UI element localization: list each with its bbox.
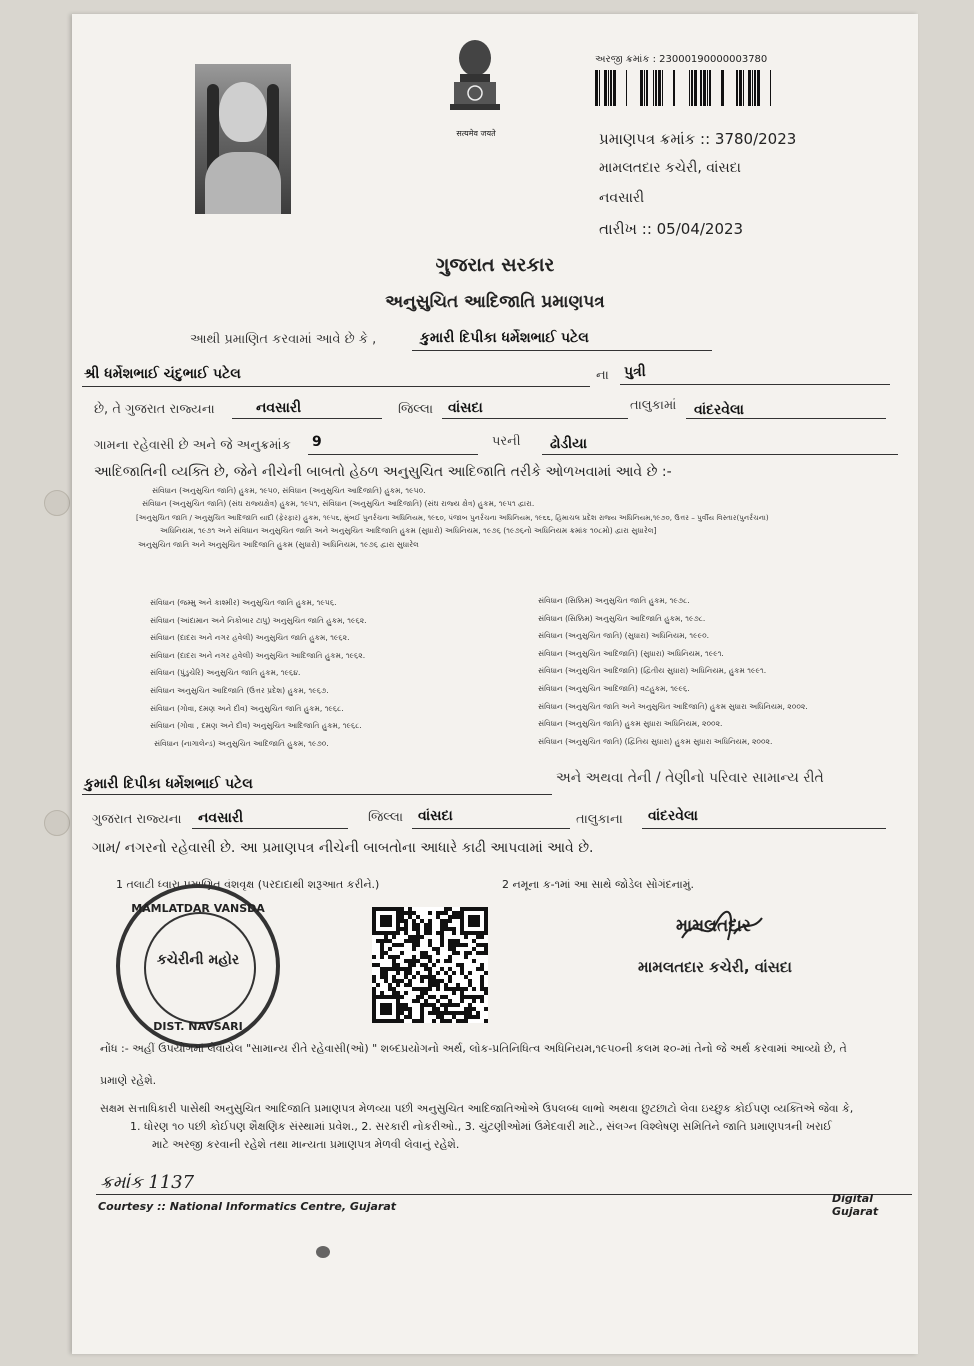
holder-name: કુમારી દિપીકા ધર્મેશભાઈ પટેલ: [420, 330, 589, 346]
footer-courtesy: Courtesy :: National Informatics Centre, Gujarat: [98, 1200, 397, 1213]
office-seal: [116, 884, 280, 1048]
punch-hole: [44, 490, 70, 516]
note-2: સક્ષમ સત્તાધિકારી પાસેથી અનુસુચિત આદિજાતિ પ્રમાણપત્ર મેળવ્યા પછી અનુસુચિત આદિજાતિઓએ ઉપલબ્ધ લાભો અથવા છુટછાટો લેવા ઇચ્છુક કોઈપણ વ્યક્તિએ જેવા કે,: [100, 1102, 854, 1115]
issuing-district: નવસારી: [599, 190, 645, 206]
order-line: સંવિધાન (અનુસુચિત આદિજાતિ) વટહુકમ, ૧૯૯૬.: [538, 683, 690, 693]
note-3: 1. ધોરણ ૧૦ પછી કોઈપણ શૈક્ષણિક સંસ્થામાં પ્રવેશ., 2. સરકારી નોકરીઓ., 3. ચુંટણીઓમાં ઉમેદવારી માટે., સંલગ્ન વિશ્લેષણ સમિતિને જાતિ પ્રમાણપત્રની ખરાઈ: [130, 1120, 832, 1133]
signatory-title: મામલતદાર: [676, 916, 751, 936]
tribe-name: ઢોડીયા: [550, 436, 588, 452]
order-line: સંવિધાન (પુંડુચેરિ) અનુસુચિત જાતિ હુકમ, ૧૯૬૪.: [150, 668, 301, 678]
relation: પુત્રી: [624, 364, 646, 380]
basis-item-1: 1 તલાટી ધ્વારા પ્રમાણિત વંશવૃક્ષ (પરદાદાથી શરૂઆત કરીને.): [116, 878, 380, 891]
seal-top-text: MAMLATDAR VANSDA: [131, 902, 265, 915]
order-line: સંવિધાન (અનુસુચિત જાતિ) હુકમ સુધારા અધિનિયમ, ૨૦૦૨.: [538, 719, 723, 729]
order-line: સંવિધાન (ગોવા, દમણ અને દીવ) અનુસુચિત જાતિ હુકમ, ૧૯૬૮.: [150, 703, 344, 713]
village-name: વાંદરવેલા: [694, 402, 744, 418]
order-line: સંવિધાન અનુસુચિત આદિજાતિ (ઉત્તર પ્રદેશ) હુકમ, ૧૯૬૭.: [150, 685, 329, 695]
ink-spot: [316, 1246, 330, 1258]
of-label: ના: [596, 368, 609, 383]
taluka-name: વાંસદા: [448, 400, 483, 416]
emblem-motto: सत्यमेव जयते: [456, 129, 496, 138]
government-title: ગુજરાત સરકાર: [435, 254, 555, 276]
note-1b: પ્રમાણે રહેશે.: [100, 1074, 157, 1087]
order-line: સંવિધાન (અનુસુચિત આદિજાતિ) (દ્વિતીય સુધારા) અધિનિયમ, હુકમ ૧૯૯૧.: [538, 666, 767, 676]
order-line: સંવિધાન (અનુસુચિત આદિજાતિ) (સુધારા) અધિનિયમ, ૧૯૯૧.: [538, 648, 724, 658]
order-line: સંવિધાન (દાદરા અને નગર હવેલી) અનુસુચિત આદિજાતિ હુકમ, ૧૯૬૨.: [150, 650, 366, 660]
order-line: [અનુસુચિત જાતિ / અનુસુચિત આદિજાતિ યાદી (ફેરફાર) હુકમ, ૧૯૫૬, મુંબઈ પુનર્રચના અધિનિયમ, ૧૯૬૦, પંજાબ પુનર્રચના અધિનિયમ, ૧૯૬૬, હિમાચલ પ્રદેશ રાજ્ય અધિનિયમ,૧૯૭૦, ઉત્તર – પુર્વીય વિસ્તાર(પુનર્રચના): [136, 512, 769, 522]
order-line: સંવિધાન (અનુસુચિત જાતિ) (સંઘ રાજ્યક્ષેત્ર) હુકમ, ૧૯૫૧, સંવિધાન (અનુસુચિત આદિજાતિ) (સંઘ રાજ્ય ક્ષેત્ર) હુકમ, ૧૯૫૧ દ્વારા.: [142, 499, 535, 509]
district-label: જિલ્લા: [398, 402, 434, 417]
note-4: માટે અરજી કરવાની રહેશે તથા માન્યતા પ્રમાણપત્ર મેળવી લેવાનું રહેશે.: [152, 1138, 460, 1151]
handwritten-number: ક્રમાંક 1137: [100, 1172, 195, 1193]
national-emblem-icon: [440, 36, 510, 132]
certificate-title: અનુસુચિત આદિજાતિ પ્રમાણપત્ર: [385, 292, 605, 312]
taluka-label-2: તાલુકાના: [576, 812, 623, 827]
seal-center-text: કચેરીની મહોર: [156, 952, 240, 968]
order-line: અનુસુચિત જાતિ અને અનુસુચિત આદિજાતિ હુકમ (સુધારો) અધિનિયમ, ૧૯૭૬ દ્વારા સુધારેલ: [138, 539, 419, 549]
order-line: સંવિધાન (અનુસુચિત જાતિ) હુકમ, ૧૯૫૦, સંવિધાન (અનુસુચિત આદિજાતિ) હુકમ, ૧૯૫૦.: [152, 486, 426, 495]
signatory-office: મામલતદાર કચેરી, વાંસદા: [638, 958, 792, 976]
state-label: છે, તે ગુજરાત રાજ્યના: [94, 402, 215, 417]
order-line: સંવિધાન (જમ્મુ અને કાશ્મીર) અનુસુચિત જાતિ હુકમ, ૧૯૫૬.: [150, 598, 337, 607]
serial-number: 9: [312, 434, 322, 450]
taluka-label: તાલુકામાં: [630, 398, 677, 413]
recognition-text: આદિજાતિની વ્યક્તિ છે, જેને નીચેની બાબતો હેઠળ અનુસુચિત આદિજાતિ તરીકે ઓળખવામાં આવે છે :-: [94, 464, 672, 480]
order-line: સંવિધાન (આંદામાન અને નિકોબાર ટાપુ) અનુસુચિત જાતિ હુકમ, ૧૯૬૨.: [150, 615, 367, 625]
orders-right: [538, 592, 898, 750]
orders-left: [150, 594, 450, 752]
order-line: સંવિધાન (ગોવા , દમણ અને દીવ) અનુસુચિત આદિજાતિ હુકમ, ૧૯૬૮.: [150, 721, 362, 731]
holder-name-repeat: કુમારી દિપીકા ધર્મેશભાઈ પટેલ: [84, 776, 253, 792]
per-label: પરની: [492, 434, 521, 449]
order-line: સંવિધાન (નાગાલેન્ડ) અનુસુચિત આદિજાતિ હુકમ, ૧૯૭૦.: [154, 738, 329, 748]
taluka-name-2: વાંસદા: [418, 808, 453, 824]
basis-item-2: 2 નમૂના ક-૧માં આ સાથે જોડેલ સોગંદનામું.: [502, 878, 694, 891]
order-line: અધિનિયમ, ૧૯૭૧ અને સંવિધાન અનુસુચિત જાતિ અને અનુસુચિત આદિજાતિ હુકમ (સુધારો) અધિનિયમ, ૧૯૭૬ (૧૯૭૬નો અધિનિયમ ક્રમાંક ૧૦૮મો) દ્વારા સુધારેલ]: [160, 526, 657, 536]
footer-brand: Digital Gujarat: [832, 1192, 879, 1218]
certify-label: આથી પ્રમાણિત કરવામાં આવે છે કે ,: [190, 332, 377, 347]
order-line: સંવિધાન (અનુસુચિત જાતિ અને અનુસુચિત આદિજાતિ) હુકમ સુધારા અધિનિયમ, ૨૦૦૨.: [538, 701, 808, 711]
certificate-page: [72, 14, 918, 1354]
note-1: નોંધ :- અહીં ઉપયોગમાં લેવાયેલ "સામાન્ય રીતે રહેવાસી(ઓ) " શબ્દપ્રયોગનો અર્થ, લોક-પ્રતિનિધિત્વ અધિનિયમ,૧૯૫૦ની કલમ ૨૦-માં તેનો જે અર્થ કરવામાં આવ્યો છે, તે: [100, 1042, 847, 1055]
order-line: સંવિધાન (અનુસુચિત જાતિ) (દ્વિતિય સુધારા) હુકમ સુધારા અધિનિયમ, ૨૦૦૨.: [538, 736, 773, 746]
punch-hole: [44, 810, 70, 836]
barcode: [595, 70, 775, 106]
state-label-2: ગુજરાત રાજ્યના: [92, 812, 182, 827]
certificate-number: પ્રમાણપત્ર ક્રમાંક :: 3780/2023: [599, 130, 797, 148]
order-line: સંવિધાન (સિક્કિમ) અનુસુચિત આદિજાતિ હુકમ, ૧૯૭૮.: [538, 613, 706, 623]
resident-label: ગામના રહેવાસી છે અને જે અનુક્રમાંક: [94, 438, 291, 453]
orders-top: [136, 484, 902, 551]
qr-code: [372, 907, 488, 1023]
order-line: સંવિધાન (સિક્કિમ) અનુસુચિત જાતિ હુકમ, ૧૯૭૮.: [538, 596, 690, 605]
district-label-2: જિલ્લા: [368, 810, 404, 825]
state-district-2: નવસારી: [198, 810, 244, 826]
father-name: શ્રી ધર્મેશભાઈ ચંદુભાઈ પટેલ: [84, 366, 241, 382]
basis-text: ગામ/ નગરનો રહેવાસી છે. આ પ્રમાણપત્ર નીચેની બાબતોના આધારે કાઢી આપવામાં આવે છે.: [92, 840, 594, 856]
applicant-photo: [195, 64, 291, 214]
issue-date: તારીખ :: 05/04/2023: [599, 220, 744, 238]
issuing-office: મામલતદાર કચેરી, વાંસદા: [599, 160, 741, 176]
family-label: અને અથવા તેની / તેણીનો પરિવાર સામાન્ય રીતે: [556, 770, 824, 786]
state-district: નવસારી: [256, 400, 302, 416]
order-line: સંવિધાન (અનુસુચિત જાતિ) (સુધારા) અધિનિયમ, ૧૯૯૦.: [538, 631, 710, 641]
village-name-2: વાંદરવેલા: [648, 808, 698, 824]
application-number: અરજી ક્રમાંક : 23000190000003780: [595, 54, 768, 65]
order-line: સંવિધાન (દાદરા અને નગર હવેલી) અનુસુચિત જાતિ હુકમ, ૧૯૬૨.: [150, 633, 350, 643]
seal-bottom-text: DIST. NAVSARI: [153, 1020, 243, 1033]
